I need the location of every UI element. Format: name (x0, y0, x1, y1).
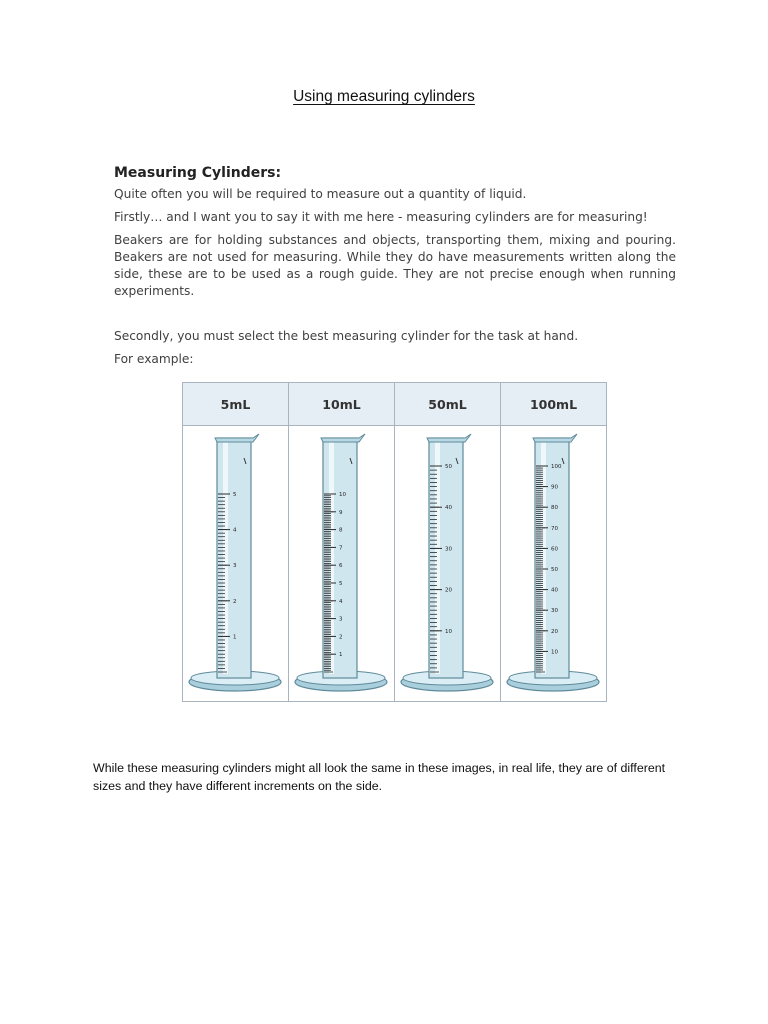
page-title (0, 88, 768, 106)
cylinder-cell-100ml (501, 426, 607, 702)
cylinder-50ml-illustration (395, 426, 500, 701)
scale-label: 3 (339, 616, 343, 623)
excerpt-image (114, 165, 676, 374)
cylinder-10ml-illustration (289, 426, 394, 701)
scale-label: 4 (339, 598, 343, 605)
scale-label: 40 (551, 587, 558, 594)
scale-label: 70 (551, 525, 558, 532)
scale-label: 30 (445, 546, 452, 553)
caption-paragraph: While these measuring cylinders might all look the same in these images, in real life, they are of different sizes and they have different increments on the side. (93, 761, 666, 793)
cylinder-5ml-illustration (183, 426, 288, 701)
scale-label: 4 (233, 527, 237, 534)
scale-label: 5 (233, 492, 237, 498)
scale-label: 7 (339, 545, 343, 552)
scale-label: 2 (233, 598, 237, 605)
scale-label: 30 (551, 608, 558, 615)
scale-label: 3 (233, 563, 237, 570)
excerpt-heading: Measuring Cylinders: (114, 165, 282, 181)
cylinder-cell-5ml (183, 426, 289, 702)
cylinder-100ml-illustration (501, 426, 606, 701)
excerpt-paragraph-4: Secondly, you must select the best measuring cylinder for the task at hand. (114, 329, 579, 343)
scale-label: 1 (339, 652, 343, 659)
cylinder-header-5ml: 5mL (183, 383, 289, 426)
scale-label: 8 (339, 527, 343, 534)
cylinder-spout (533, 434, 577, 442)
cylinder-spout (427, 434, 471, 442)
scale-label: 50 (445, 464, 452, 470)
scale-label: 50 (551, 567, 558, 573)
scale-label: 100 (551, 464, 562, 470)
cylinder-header-10ml: 10mL (289, 383, 395, 426)
cylinder-table (182, 382, 607, 702)
cylinder-cell-50ml (395, 426, 501, 702)
scale-label: 10 (551, 649, 558, 656)
scale-label: 2 (339, 634, 343, 641)
scale-label: 40 (445, 505, 452, 512)
scale-label: 60 (551, 546, 558, 553)
scale-label: 20 (551, 628, 558, 635)
page-title-text: Using measuring cylinders (293, 88, 475, 105)
excerpt-paragraph-1: Quite often you will be required to measure out a quantity of liquid. (114, 187, 527, 201)
cylinder-spout (321, 434, 365, 442)
excerpt-paragraph-3: Beakers are for holding substances and objects, transporting them, mixing and pouring. Beakers are not used for measuring. While they do have measurements written along the side, these are to be used as a rough guide. They are not precise enough when running experiments. (114, 233, 676, 298)
cylinder-spout (215, 434, 259, 442)
cylinder-header-100ml: 100mL (501, 383, 607, 426)
scale-label: 80 (551, 505, 558, 512)
scale-label: 9 (339, 509, 343, 516)
cylinder-table-images (183, 426, 607, 702)
scale-label: 90 (551, 484, 558, 491)
scale-label: 5 (339, 581, 343, 587)
cylinder-cell-10ml (289, 426, 395, 702)
excerpt-paragraph-2: Firstly… and I want you to say it with me here - measuring cylinders are for measuring! (114, 210, 648, 224)
scale-label: 10 (339, 492, 346, 498)
cylinder-table-header (183, 383, 607, 426)
scale-label: 1 (233, 634, 237, 641)
scale-label: 10 (445, 628, 452, 635)
scale-label: 20 (445, 587, 452, 594)
cylinder-header-50ml: 50mL (395, 383, 501, 426)
scale-label: 6 (339, 563, 343, 570)
excerpt-paragraph-5: For example: (114, 352, 194, 366)
